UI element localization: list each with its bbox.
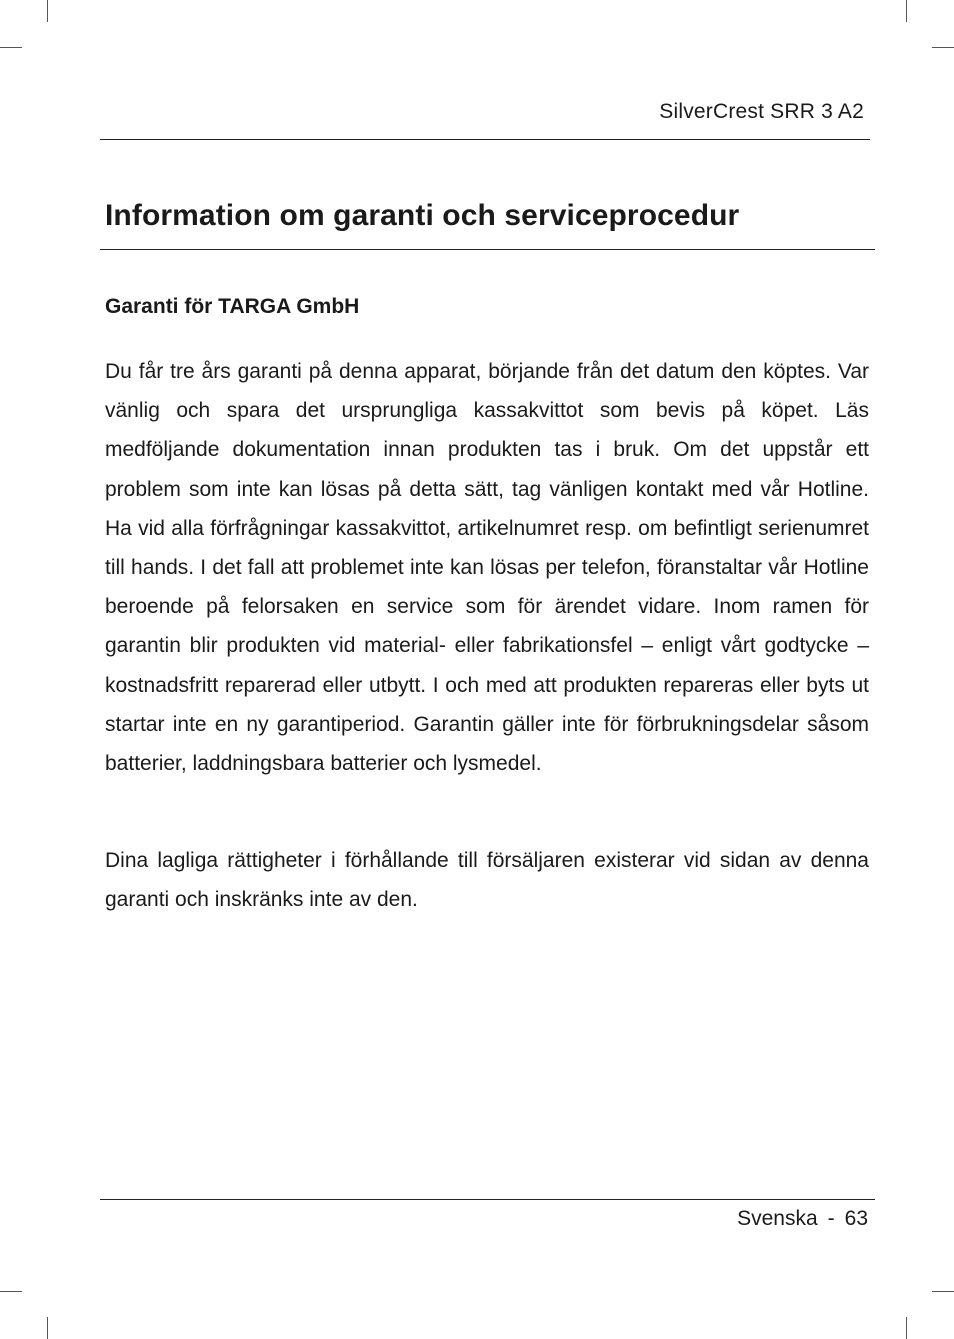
paragraph-warranty: Du får tre års garanti på denna apparat, börjande från det datum den köptes. Var vänlig och spara det ursprungliga kassakvittot som bevis på köpet. Läs medföljande dokumentation innan produkten tas i bruk. Om det uppstår ett problem som inte kan lösas på detta sätt, tag vänligen kontakt med vår Hotline. Ha vid alla förfrågningar kassakvittot, artikelnumret resp. om befintligt serienumret till hands. I det fall att problemet inte kan lösas per telefon, föranstaltar vår Hotline beroende på felorsaken en service som för ärendet vidare. Inom ramen för garantin blir produkten vid material- eller fabrikationsfel – enligt vårt godtycke – kostnadsfritt reparerad eller utbytt. I och med att produkten repareras eller byts ut startar inte en ny garantiperiod. Garantin gäller inte för förbrukningsdelar såsom batterier, laddningsbara batterier och lysmedel. [105,360,869,776]
section-subtitle: Garanti för TARGA GmbH [105,295,360,318]
title-rule [100,249,875,250]
page-title: Information om garanti och serviceprocedur [105,199,740,232]
crop-mark-bottom-right [906,1317,907,1339]
footer-separator: - [827,1207,835,1230]
paragraph-legal-rights: Dina lagliga rättigheter i förhållande till försäljaren existerar vid sidan av denna garanti och inskränks inte av den. [105,849,869,912]
crop-mark-bottom-left [47,1317,48,1339]
footer-rule [100,1199,875,1200]
crop-mark-top-left [47,0,48,22]
footer-language: Svenska [737,1207,818,1230]
header-rule [100,139,870,140]
running-header: SilverCrest SRR 3 A2 [659,100,864,123]
crop-mark-top-right-h [932,47,954,48]
page-footer [737,1207,868,1231]
crop-mark-top-right [906,0,907,22]
crop-mark-bottom-left-h [0,1291,22,1292]
crop-mark-top-left-h [0,47,22,48]
page-number: 63 [844,1207,868,1230]
crop-mark-bottom-right-h [932,1291,954,1292]
